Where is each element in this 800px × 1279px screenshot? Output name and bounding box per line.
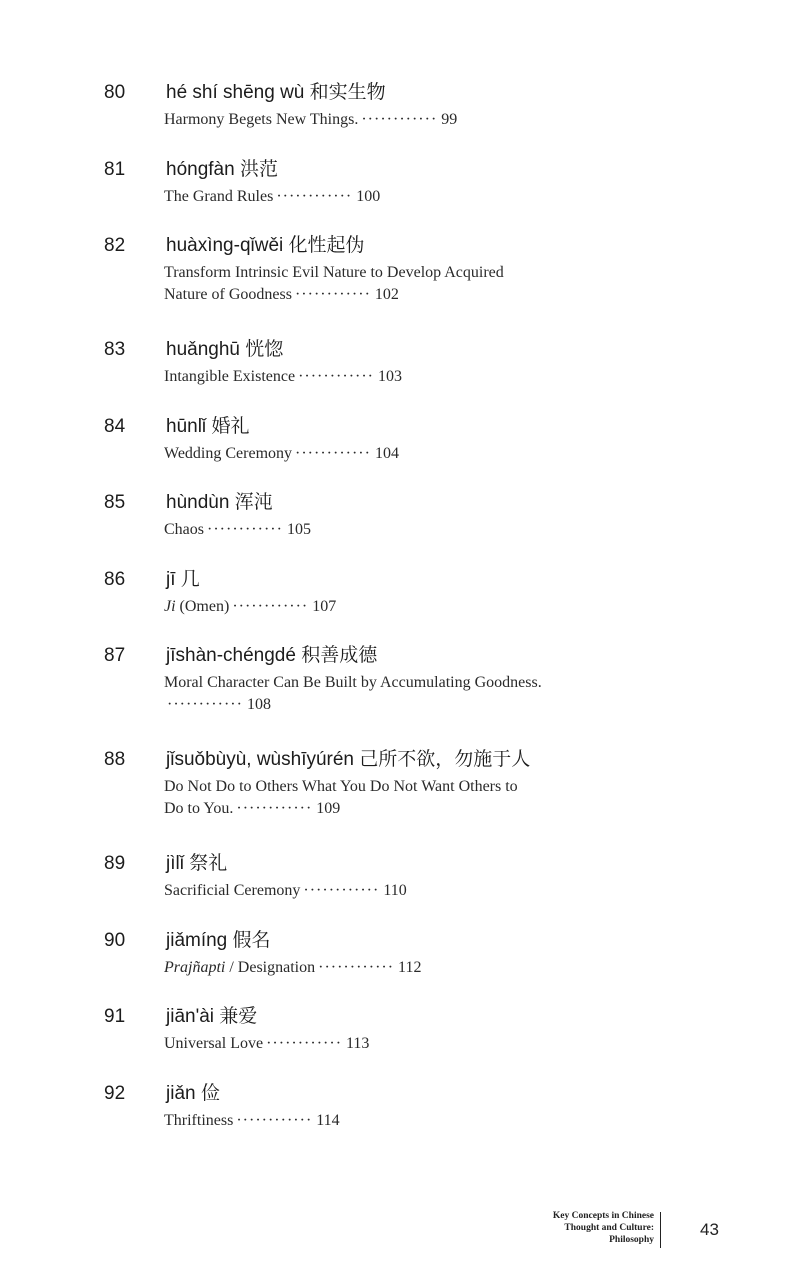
translation-text: Harmony Begets New Things. (164, 111, 359, 128)
entry-pinyin: huǎnghū (166, 339, 240, 360)
entry-page-number: 109 (316, 800, 341, 817)
entry-number: 81 (104, 158, 126, 180)
translation-line (164, 880, 644, 902)
entry-pinyin: hé shí shēng wù (166, 82, 305, 103)
translation-line (164, 109, 644, 131)
translation-line (164, 262, 644, 284)
entry-heading (166, 643, 377, 669)
translation-line (164, 776, 644, 798)
translation-text: / Designation (225, 958, 316, 976)
entry-heading (166, 1004, 257, 1030)
dot-leader: ············ (361, 111, 438, 128)
entry-heading (166, 80, 386, 106)
entry-hanzi: 祭礼 (189, 853, 228, 874)
entry-heading (166, 414, 249, 440)
toc-entry (0, 157, 800, 234)
entry-number: 84 (104, 415, 126, 437)
translation-text: Chaos (164, 521, 204, 538)
translation-line (164, 957, 644, 979)
dot-leader: ············ (232, 597, 309, 615)
translation-line (164, 284, 644, 306)
entry-pinyin: jǐsuǒbùyù, wùshīyúrén (166, 749, 354, 770)
entry-pinyin: jìlǐ (166, 853, 184, 874)
translation-text: Nature of Goodness (164, 286, 292, 303)
entry-pinyin: hóngfàn (166, 158, 235, 180)
entry-number: 89 (104, 853, 126, 874)
translation-line (164, 596, 644, 618)
translation-italic: Prajñapti (164, 958, 226, 976)
entry-number: 80 (104, 82, 126, 103)
translation-text: Wedding Ceremony (164, 444, 293, 462)
entry-heading (166, 233, 365, 259)
page-footer (0, 1210, 800, 1250)
dot-leader: ············ (318, 958, 395, 976)
entry-hanzi: 己所不欲，勿施于人 (359, 749, 531, 770)
entry-hanzi: 假名 (232, 929, 271, 951)
toc-entry (0, 747, 800, 851)
entry-translation (164, 957, 644, 979)
entry-page-number: 105 (286, 521, 311, 538)
entry-translation (164, 672, 644, 716)
entry-pinyin: jī (166, 568, 176, 590)
entry-hanzi: 洪范 (239, 158, 278, 180)
entry-hanzi: 兼爱 (219, 1006, 258, 1027)
page-number: 43 (700, 1220, 719, 1239)
entry-number: 92 (104, 1082, 126, 1104)
toc-entry (0, 1081, 800, 1158)
entry-heading (166, 928, 271, 954)
entry-translation (164, 880, 644, 902)
entry-translation (164, 366, 644, 388)
entry-hanzi: 浑沌 (234, 492, 273, 513)
entry-heading (166, 157, 278, 183)
entry-page-number: 100 (356, 187, 381, 205)
entry-number: 87 (104, 645, 126, 666)
toc-entry-list (0, 80, 800, 1157)
entry-hanzi: 俭 (200, 1082, 220, 1104)
translation-italic: Ji (164, 597, 176, 615)
translation-text: (Omen) (175, 597, 230, 615)
entry-heading (166, 337, 283, 363)
dot-leader: ············ (294, 286, 371, 303)
entry-number: 88 (104, 749, 126, 770)
entry-number: 85 (104, 492, 126, 513)
entry-page-number: 99 (441, 111, 458, 128)
entry-translation (164, 109, 644, 131)
entry-translation (164, 519, 644, 541)
entry-translation (164, 262, 644, 306)
entry-number: 90 (104, 929, 126, 951)
entry-pinyin: jiǎn (166, 1082, 196, 1104)
entry-heading (166, 490, 273, 516)
toc-entry (0, 337, 800, 414)
entry-heading (166, 747, 530, 773)
footer-divider (660, 1212, 661, 1248)
entry-hanzi: 化性起伪 (288, 235, 365, 256)
entry-translation (164, 596, 644, 618)
entry-hanzi: 和实生物 (309, 82, 386, 103)
translation-text: Sacrificial Ceremony (164, 882, 301, 899)
dot-leader: ············ (167, 696, 243, 713)
toc-entry (0, 928, 800, 1005)
dot-leader: ············ (303, 882, 380, 899)
entry-page-number: 113 (346, 1035, 370, 1052)
entry-pinyin: jīshàn-chéngdé (166, 645, 296, 666)
entry-page-number: 112 (398, 958, 422, 976)
translation-text: Intangible Existence (164, 368, 296, 385)
toc-entry (0, 80, 800, 157)
series-title-line: Key Concepts in Chinese (552, 1211, 654, 1221)
translation-text: Universal Love (164, 1035, 264, 1052)
entry-number: 91 (104, 1006, 126, 1027)
entry-number: 83 (104, 339, 126, 360)
translation-text: Thriftiness (164, 1111, 234, 1129)
entry-number: 86 (104, 568, 126, 590)
dot-leader: ············ (276, 187, 353, 205)
entry-page-number: 102 (374, 286, 399, 303)
entry-pinyin: jiān'ài (166, 1006, 214, 1027)
series-title (553, 1210, 654, 1246)
series-title-line: Thought and Culture: (564, 1223, 654, 1233)
entry-page-number: 114 (316, 1111, 340, 1129)
entry-heading (166, 1081, 220, 1107)
entry-translation (164, 443, 644, 465)
entry-page-number: 104 (374, 444, 399, 462)
series-title-line: Philosophy (609, 1235, 654, 1245)
translation-line (164, 186, 644, 208)
entry-translation (164, 1110, 644, 1132)
dot-leader: ············ (295, 444, 371, 462)
toc-entry (0, 851, 800, 928)
toc-entry (0, 414, 800, 491)
entry-heading (166, 851, 227, 877)
translation-text: Do Not Do to Others What You Do Not Want Others to (164, 778, 518, 795)
toc-entry (0, 1004, 800, 1081)
translation-line (164, 672, 644, 694)
entry-number: 82 (104, 235, 126, 256)
entry-page-number: 107 (312, 597, 337, 615)
entry-pinyin: hūnlǐ (166, 415, 207, 437)
entry-translation (164, 186, 644, 208)
translation-text: The Grand Rules (164, 187, 274, 205)
entry-page-number: 110 (383, 882, 407, 899)
entry-translation (164, 1033, 644, 1055)
toc-entry (0, 490, 800, 567)
translation-line (164, 366, 644, 388)
translation-line (164, 1033, 644, 1055)
entry-translation (164, 776, 644, 820)
toc-entry (0, 233, 800, 337)
entry-hanzi: 婚礼 (211, 415, 250, 437)
entry-page-number: 103 (378, 368, 402, 385)
translation-line (164, 694, 644, 716)
dot-leader: ············ (207, 521, 283, 538)
entry-pinyin: jiǎmíng (166, 929, 228, 951)
translation-line (164, 1110, 644, 1132)
entry-page-number: 108 (246, 696, 271, 713)
toc-entry (0, 567, 800, 644)
entry-heading (166, 567, 200, 593)
dot-leader: ············ (236, 1111, 313, 1129)
translation-line (164, 798, 644, 820)
translation-text: Transform Intrinsic Evil Nature to Develop Acquired (164, 264, 504, 281)
translation-text: Moral Character Can Be Built by Accumulating Goodness. (164, 674, 542, 691)
entry-pinyin: hùndùn (166, 492, 230, 513)
entry-hanzi: 积善成德 (301, 645, 378, 666)
translation-text: Do to You. (164, 800, 234, 817)
entry-hanzi: 几 (180, 568, 200, 590)
dot-leader: ············ (298, 368, 374, 385)
translation-line (164, 519, 644, 541)
dot-leader: ············ (236, 800, 313, 817)
entry-hanzi: 恍惚 (245, 339, 284, 360)
dot-leader: ············ (266, 1035, 343, 1052)
translation-line (164, 443, 644, 465)
toc-entry (0, 643, 800, 747)
entry-pinyin: huàxìng-qǐwěi (166, 235, 284, 256)
